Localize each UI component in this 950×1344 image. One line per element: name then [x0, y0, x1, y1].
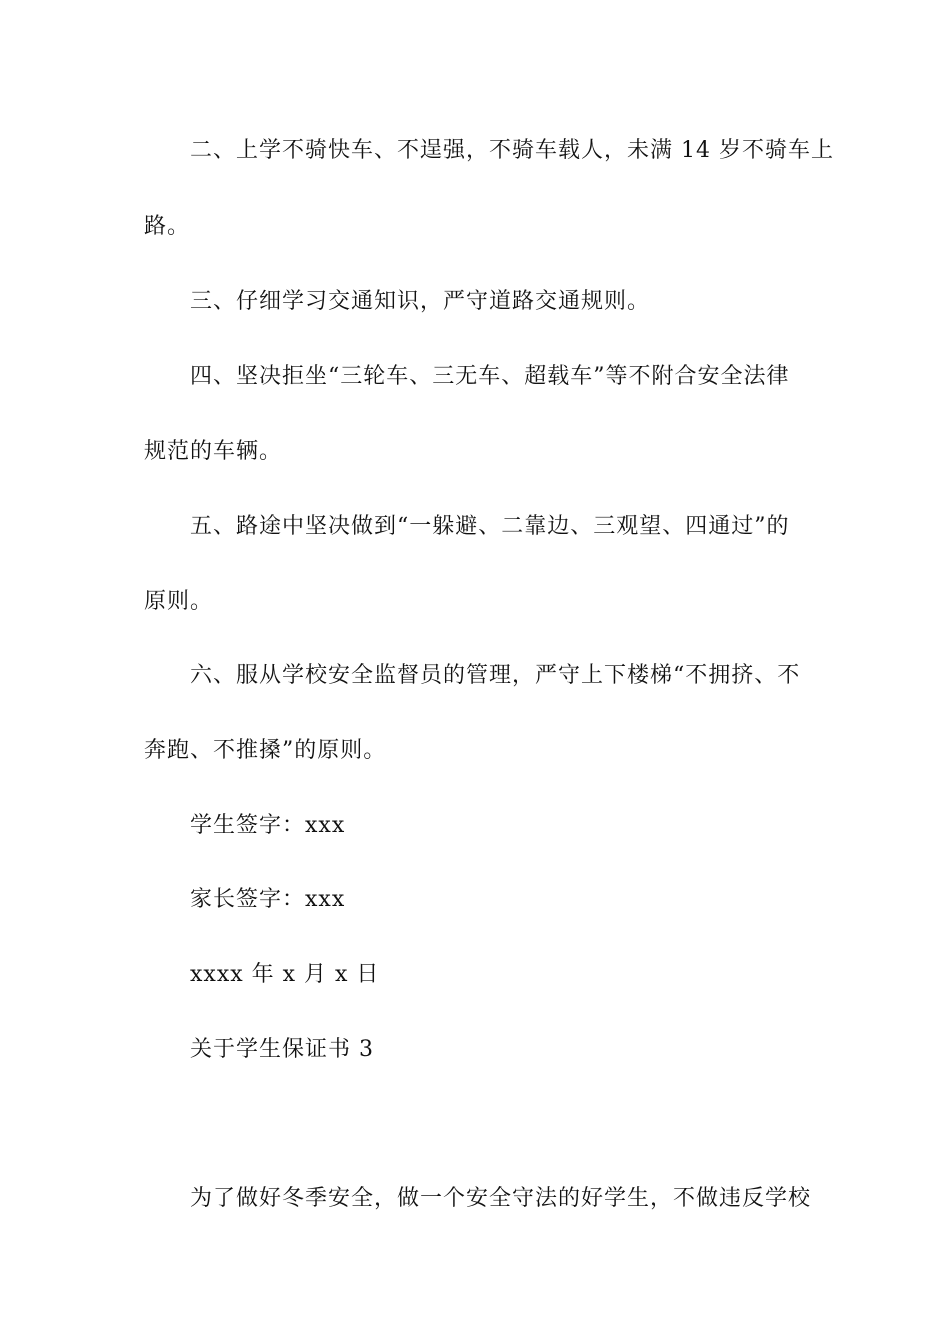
rule-2-line-1: 二、上学不骑快车、不逞强，不骑车载人，未满 14 岁不骑车上	[190, 138, 834, 163]
parent-signature: 家长签字：xxx	[190, 887, 346, 912]
rule-5-line-1: 五、路途中坚决做到“一躲避、二靠边、三观望、四通过”的	[190, 514, 790, 539]
date-line: xxxx 年 x 月 x 日	[190, 962, 380, 987]
rule-6-line-1: 六、服从学校安全监督员的管理，严守上下楼梯“不拥挤、不	[190, 663, 801, 688]
rule-2-line-2: 路。	[144, 214, 191, 239]
rule-6-line-2: 奔跑、不推搡”的原则。	[144, 738, 387, 763]
rule-3-line-1: 三、仔细学习交通知识，严守道路交通规则。	[190, 289, 651, 314]
paragraph-line-1: 为了做好冬季安全，做一个安全守法的好学生，不做违反学校	[190, 1186, 812, 1211]
section-title: 关于学生保证书 3	[190, 1037, 374, 1062]
rule-4-line-2: 规范的车辆。	[144, 439, 283, 464]
rule-4-line-1: 四、坚决拒坐“三轮车、三无车、超载车”等不附合安全法律	[190, 364, 790, 389]
rule-5-line-2: 原则。	[144, 589, 214, 614]
student-signature: 学生签字：xxx	[190, 813, 346, 838]
